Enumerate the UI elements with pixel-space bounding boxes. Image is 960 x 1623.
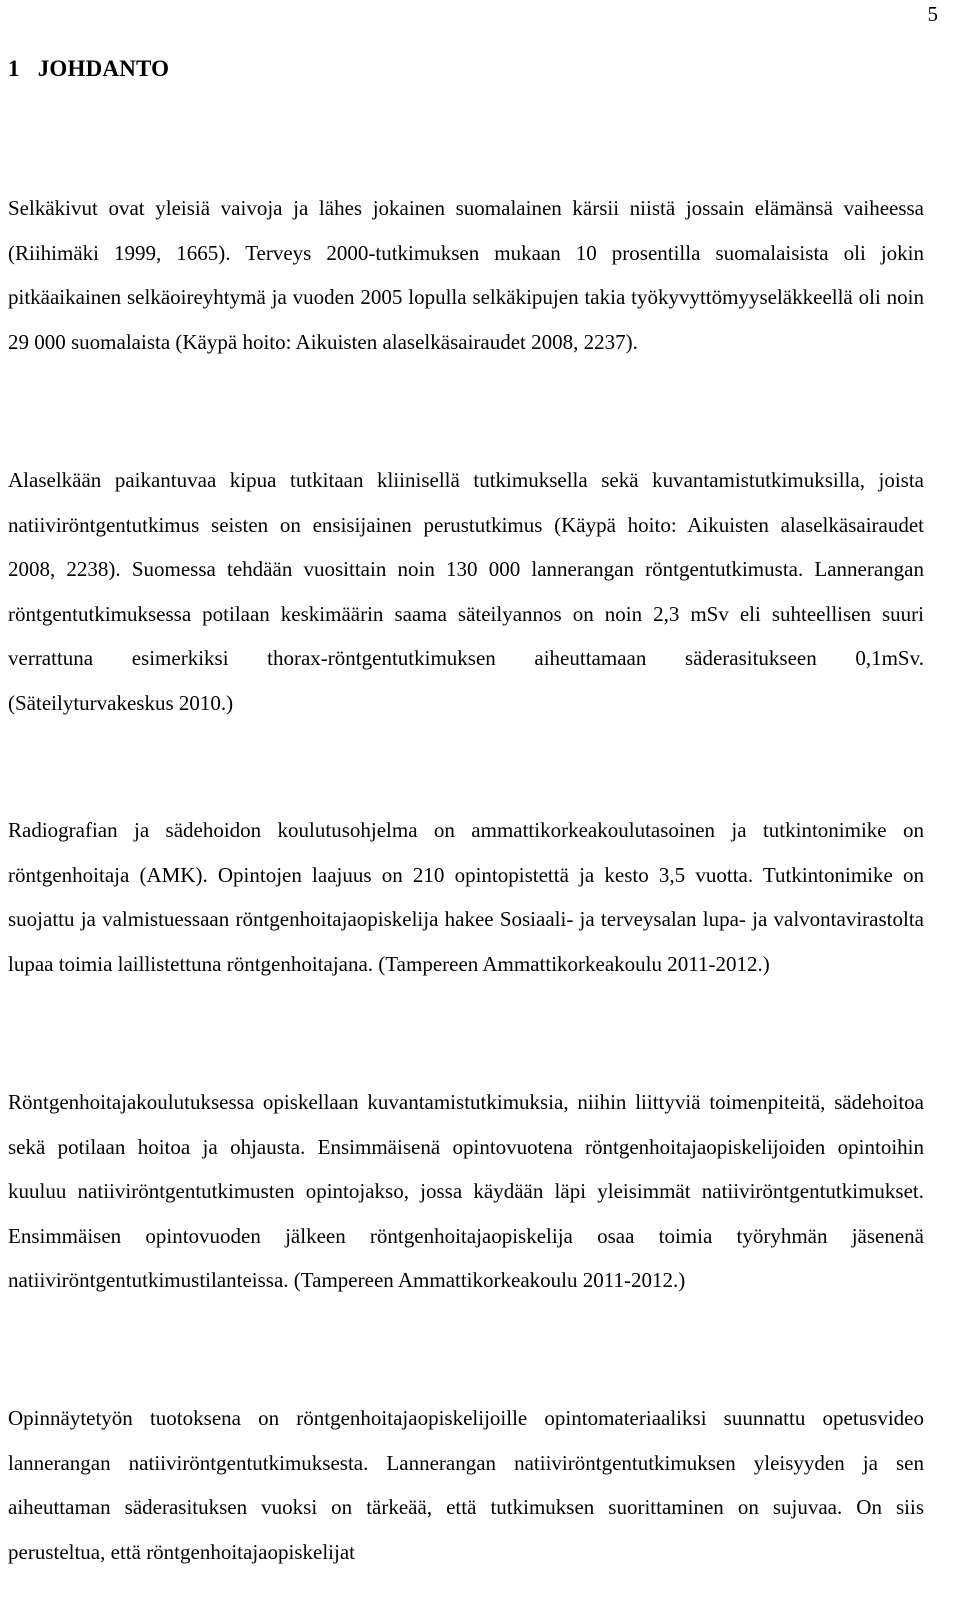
paragraph-4: Röntgenhoitajakoulutuksessa opiskellaan kuvantamistutkimuksia, niihin liittyviä toimenpiteitä, sädehoitoa sekä potilaan hoitoa ja ohjausta. Ensimmäisenä opintovuotena röntgenhoitajaopiskelijoiden opintoihin kuuluu natiiviröntgentutkimusten opintojakso, jossa käydään läpi yleisimmät natiiviröntgentutkimukset. Ensimmäisen opintovuoden jälkeen röntgenhoitajaopiskelija osaa toimia työryhmän jäsenenä natiiviröntgentutkimustilanteissa. (Tampereen Ammattikorkeakoulu 2011-2012.) [8, 1090, 924, 1292]
chapter-number: 1 [8, 56, 20, 81]
page-number: 5 [927, 2, 938, 26]
chapter-heading [8, 56, 169, 82]
paragraph-5: Opinnäytetyön tuotoksena on röntgenhoitajaopiskelijoille opintomateriaaliksi suunnattu opetusvideo lannerangan natiiviröntgentutkimuksesta. Lannerangan natiiviröntgentutkimuksen yleisyyden ja sen aiheuttaman säderasituksen vuoksi on tärkeää, että tutkimuksen suorittaminen on sujuvaa. On siis perusteltua, että röntgenhoitajaopiskelijat [8, 1406, 924, 1564]
chapter-title: JOHDANTO [37, 56, 170, 81]
paragraph-1: Selkäkivut ovat yleisiä vaivoja ja lähes jokainen suomalainen kärsii niistä jossain elämänsä vaiheessa (Riihimäki 1999, 1665). Terveys 2000-tutkimuksen mukaan 10 prosentilla suomalaisista oli jokin pitkäaikainen selkäoireyhtymä ja vuoden 2005 lopulla selkäkipujen takia työkyvyttömyyseläkkeellä oli noin 29 000 suomalaista (Käypä hoito: Aikuisten alaselkäsairaudet 2008, 2237). [8, 196, 924, 354]
paragraph-2: Alaselkään paikantuvaa kipua tutkitaan kliinisellä tutkimuksella sekä kuvantamistutkimuksilla, joista natiiviröntgentutkimus seisten on ensisijainen perustutkimus (Käypä hoito: Aikuisten alaselkäsairaudet 2008, 2238). Suomessa tehdään vuosittain noin 130 000 lannerangan röntgentutkimusta. Lannerangan röntgentutkimuksessa potilaan keskimäärin saama säteilyannos on noin 2,3 mSv eli suhteellisen suuri verrattuna esimerkiksi thorax-röntgentutkimuksen aiheuttamaan säderasitukseen 0,1mSv. (Säteilyturvakeskus 2010.) [8, 468, 924, 715]
paragraph-3: Radiografian ja sädehoidon koulutusohjelma on ammattikorkeakoulutasoinen ja tutkintonimike on röntgenhoitaja (AMK). Opintojen laajuus on 210 opintopistettä ja kesto 3,5 vuotta. Tutkintonimike on suojattu ja valmistuessaan röntgenhoitajaopiskelija hakee Sosiaali- ja terveysalan lupa- ja valvontavirastolta lupaa toimia laillistettuna röntgenhoitajana. (Tampereen Ammattikorkeakoulu 2011-2012.) [8, 818, 924, 976]
